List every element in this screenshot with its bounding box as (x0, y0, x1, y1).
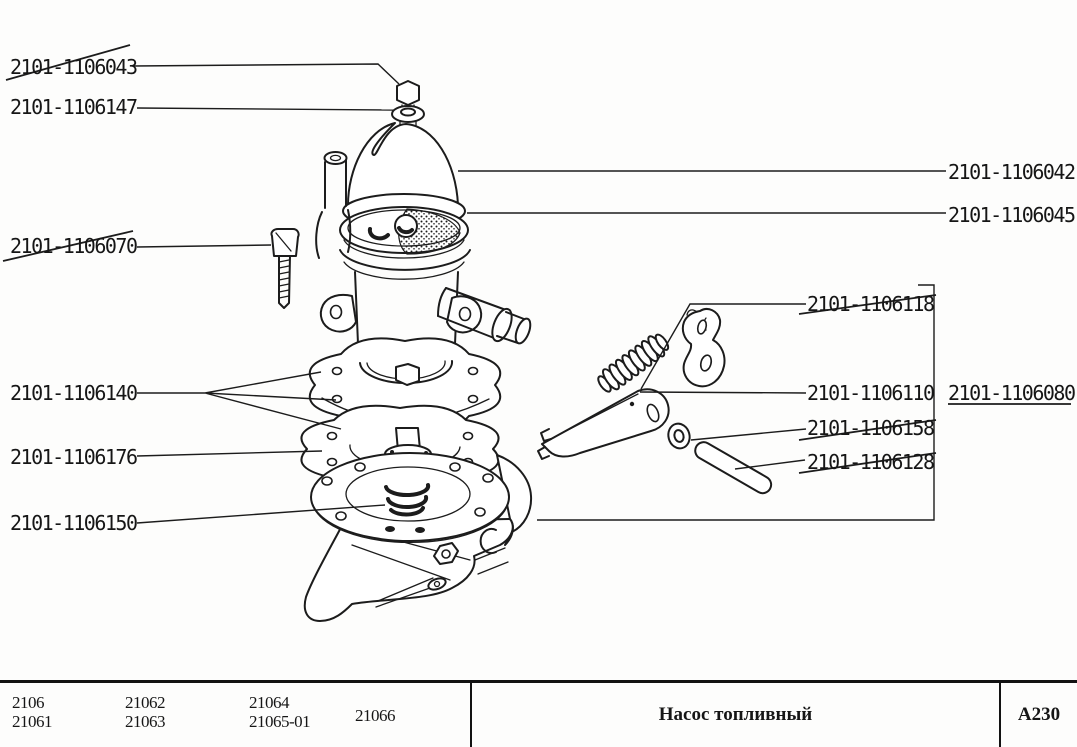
model-number: 21062 (125, 693, 165, 712)
part-label-1106158: 2101-1106158 (807, 416, 934, 440)
section-title: Насос топливный (472, 683, 1001, 747)
model-number: 21065-01 (249, 712, 311, 731)
rocker-link (683, 309, 725, 386)
model-number: 21063 (125, 712, 165, 731)
part-label-1106070: 2101-1106070 (10, 234, 137, 258)
cover-screw (271, 229, 298, 308)
lever-washer (666, 421, 693, 451)
model-list (0, 683, 472, 747)
leader-1106176 (137, 451, 322, 456)
part-label-1106176: 2101-1106176 (10, 445, 137, 469)
leader-1106147 (137, 108, 394, 110)
part-number-labels (10, 55, 1075, 535)
part-label-1106118: 2101-1106118 (807, 292, 934, 316)
part-label-1106128: 2101-1106128 (807, 450, 934, 474)
pump-assembly (271, 81, 533, 621)
leader-1106118 (641, 304, 806, 389)
model-number: 21061 (12, 712, 52, 731)
mounting-flange (311, 453, 509, 542)
title-block (0, 680, 1077, 747)
filter-screen (340, 207, 468, 258)
model-column-4 (349, 693, 470, 747)
leader-1106043 (133, 64, 399, 84)
part-label-1106140: 2101-1106140 (10, 381, 137, 405)
leader-1106110 (640, 392, 806, 393)
part-label-1106147: 2101-1106147 (10, 95, 137, 119)
part-label-1106150: 2101-1106150 (10, 511, 137, 535)
part-label-1106043: 2101-1106043 (10, 55, 137, 79)
part-label-1106045: 2101-1106045 (948, 203, 1075, 227)
model-column-3 (249, 693, 349, 747)
leader-1106158 (691, 429, 806, 440)
part-label-1106080: 2101-1106080 (948, 381, 1075, 405)
model-number: 21066 (355, 705, 395, 725)
part-label-1106042: 2101-1106042 (948, 160, 1075, 184)
leader-1106070 (137, 245, 271, 247)
page-code: А230 (1017, 704, 1061, 725)
lever-axis-pin (692, 439, 774, 496)
upper-body (321, 250, 481, 344)
pump-lever-arm (538, 389, 669, 459)
part-label-1106110: 2101-1106110 (807, 381, 934, 405)
model-column-1 (12, 693, 125, 747)
model-number: 2106 (12, 693, 44, 712)
rocker-spring (594, 330, 672, 396)
model-number: 21064 (249, 693, 289, 712)
model-column-2 (125, 693, 249, 747)
